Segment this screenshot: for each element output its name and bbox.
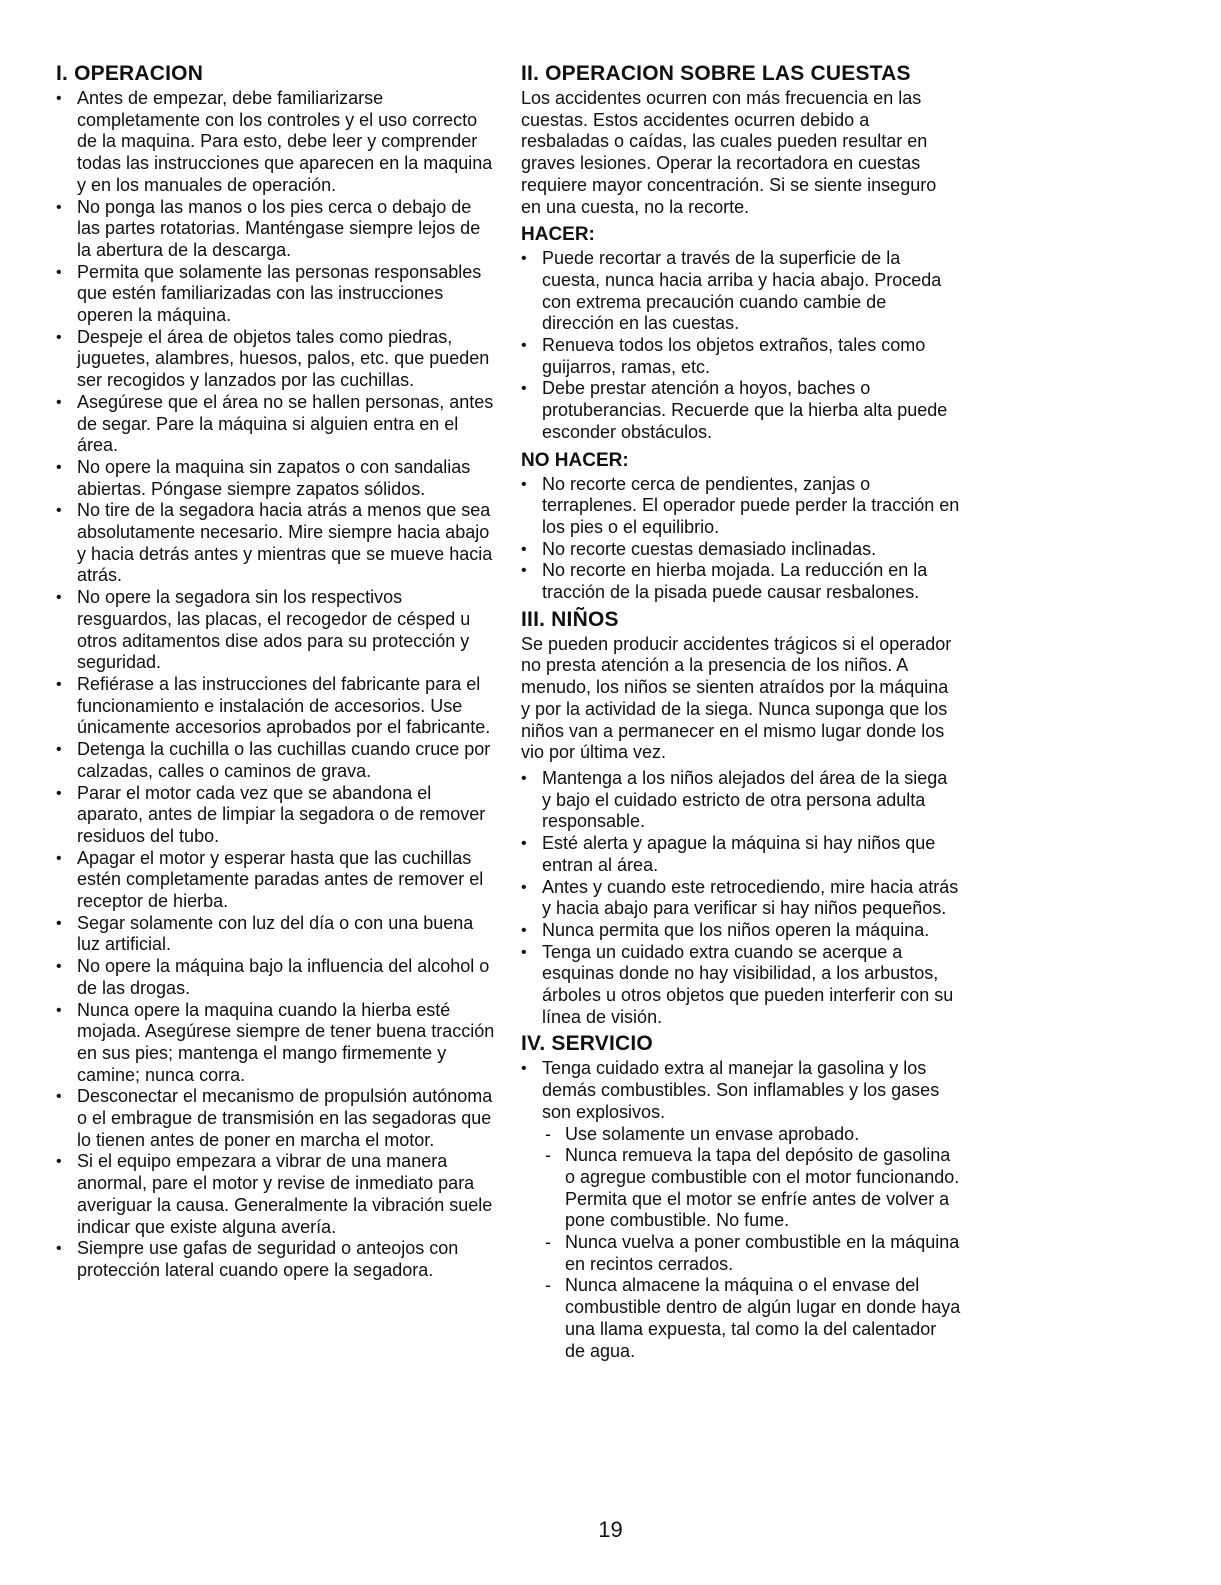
list-item: • Tenga cuidado extra al manejar la gasolina y los demás combustibles. Son inflamables y los gases son explosivos. [521, 1058, 961, 1123]
list-item: • Puede recortar a través de la superficie de la cuesta, nunca hacia arriba y hacia abajo. Proceda con extrema precaución cuando cambie de dirección en las cuestas. [521, 248, 961, 335]
list-item: • Refiérase a las instrucciones del fabricante para el funcionamiento e instalación de accesorios. Use únicamente accesorios aprobados por el fabricante. [56, 674, 496, 739]
section-title-operacion: I. OPERACION [56, 62, 204, 85]
list-item: • Permita que solamente las personas responsables que estén familiarizadas con las instrucciones operen la máquina. [56, 262, 496, 327]
list-item: • Tenga un cuidado extra cuando se acerque a esquinas donde no hay visibilidad, a los arbustos, árboles u otros objetos que pueden interferir con su línea de visión. [521, 942, 961, 1029]
list-item: • No tire de la segadora hacia atrás a menos que sea absolutamente necesario. Mire siempre hacia abajo y hacia detrás antes y mientras que se mueve hacia atrás. [56, 500, 496, 587]
section-title-servicio: IV. SERVICIO [521, 1032, 653, 1056]
section-title-ninos: III. NIÑOS [521, 607, 619, 631]
ninos-list [521, 768, 961, 1028]
servicio-sublist [521, 1124, 961, 1363]
ninos-intro: Se pueden producir accidentes trágicos si el operador no presta atención a la presencia de los niños. A menudo, los niños se sienten atraídos por la máquina y por la actividad de la siega. Nunca suponga que los niños van a permanecer en el mismo lugar donde los vio por última vez. [521, 633, 952, 763]
sub-list-item: - Nunca vuelva a poner combustible en la máquina en recintos cerrados. [542, 1232, 961, 1275]
list-item: • No opere la maquina sin zapatos o con sandalias abiertas. Póngase siempre zapatos sólidos. [56, 457, 496, 500]
servicio-list [521, 1058, 961, 1123]
section-title-cuestas: II. OPERACION SOBRE LAS CUESTAS [521, 62, 911, 85]
list-item: • No opere la máquina bajo la influencia del alcohol o de las drogas. [56, 956, 496, 999]
page-number: 19 [598, 1517, 623, 1542]
dont-heading: NO HACER: [521, 449, 629, 471]
list-item: • No opere la segadora sin los respectivos resguardos, las placas, el recogedor de césped u otros aditamentos dise ados para su protección y seguridad. [56, 587, 496, 674]
list-item: • No recorte cuestas demasiado inclinadas. [521, 539, 961, 561]
list-item: • Desconectar el mecanismo de propulsión autónoma o el embrague de transmisión en las segadoras que lo tienen antes de poner en marcha el motor. [56, 1086, 496, 1151]
list-item: • Debe prestar atención a hoyos, baches o protuberancias. Recuerde que la hierba alta puede esconder obstáculos. [521, 378, 961, 443]
list-item: • Despeje el área de objetos tales como piedras, juguetes, alambres, huesos, palos, etc. que pueden ser recogidos y lanzados por las cuchillas. [56, 327, 496, 392]
list-item: • Nunca opere la maquina cuando la hierba esté mojada. Asegúrese siempre de tener buena tracción en sus pies; mantenga el mango firmemente y camine; nunca corra. [56, 1000, 496, 1087]
sub-list-item: - Nunca remueva la tapa del depósito de gasolina o agregue combustible con el motor funcionando. Permita que el motor se enfríe antes de volver a pone combustible. No fume. [542, 1145, 961, 1232]
list-item: • Esté alerta y apague la máquina si hay niños que entran al área. [521, 833, 961, 876]
list-item: • Nunca permita que los niños operen la máquina. [521, 920, 961, 942]
sub-list-item: - Nunca almacene la máquina o el envase del combustible dentro de algún lugar en donde haya una llama expuesta, tal como la del calentador de agua. [542, 1275, 961, 1362]
list-item: • Segar solamente con luz del día o con una buena luz artificial. [56, 913, 496, 956]
right-column [521, 62, 961, 1362]
list-item: • Parar el motor cada vez que se abandona el aparato, antes de limpiar la segadora o de remover residuos del tubo. [56, 783, 496, 848]
do-list [521, 248, 961, 443]
left-column [56, 62, 496, 1282]
sub-list-item: - Use solamente un envase aprobado. [542, 1124, 961, 1146]
list-item: • Antes de empezar, debe familiarizarse completamente con los controles y el uso correcto de la maquina. Para esto, debe leer y comprender todas las instrucciones que aparecen en la maquina y en los manuales de operación. [56, 88, 496, 197]
list-item: • No recorte cerca de pendientes, zanjas o terraplenes. El operador puede perder la tracción en los pies o el equilibrio. [521, 474, 961, 539]
list-item: • Asegúrese que el área no se hallen personas, antes de segar. Pare la máquina si alguien entra en el área. [56, 392, 496, 457]
list-item: • No ponga las manos o los pies cerca o debajo de las partes rotatorias. Manténgase siempre lejos de la abertura de la descarga. [56, 197, 496, 262]
cuestas-intro: Los accidentes ocurren con más frecuencia en las cuestas. Estos accidentes ocurren debido a resbaladas o caídas, las cuales pueden resultar en graves lesiones. Operar la recortadora en cuestas requiere mayor concentración. Si se siente inseguro en una cuesta, no la recorte. [521, 88, 937, 217]
operacion-list [56, 88, 496, 1282]
list-item: • Mantenga a los niños alejados del área de la siega y bajo el cuidado estricto de otra persona adulta responsable. [521, 768, 961, 833]
list-item: • Si el equipo empezara a vibrar de una manera anormal, pare el motor y revise de inmediato para averiguar la causa. Generalmente la vibración suele indicar que existe alguna avería. [56, 1151, 496, 1238]
dont-list [521, 474, 961, 604]
list-item: • Renueva todos los objetos extraños, tales como guijarros, ramas, etc. [521, 335, 961, 378]
list-item: • Detenga la cuchilla o las cuchillas cuando cruce por calzadas, calles o caminos de grava. [56, 739, 496, 782]
list-item: • Apagar el motor y esperar hasta que las cuchillas estén completamente paradas antes de remover el receptor de hierba. [56, 848, 496, 913]
list-item: • Siempre use gafas de seguridad o anteojos con protección lateral cuando opere la segadora. [56, 1238, 496, 1281]
do-heading: HACER: [521, 224, 595, 246]
list-item: • Antes y cuando este retrocediendo, mire hacia atrás y hacia abajo para verificar si hay niños pequeños. [521, 877, 961, 920]
list-item: • No recorte en hierba mojada. La reducción en la tracción de la pisada puede causar resbalones. [521, 560, 961, 603]
